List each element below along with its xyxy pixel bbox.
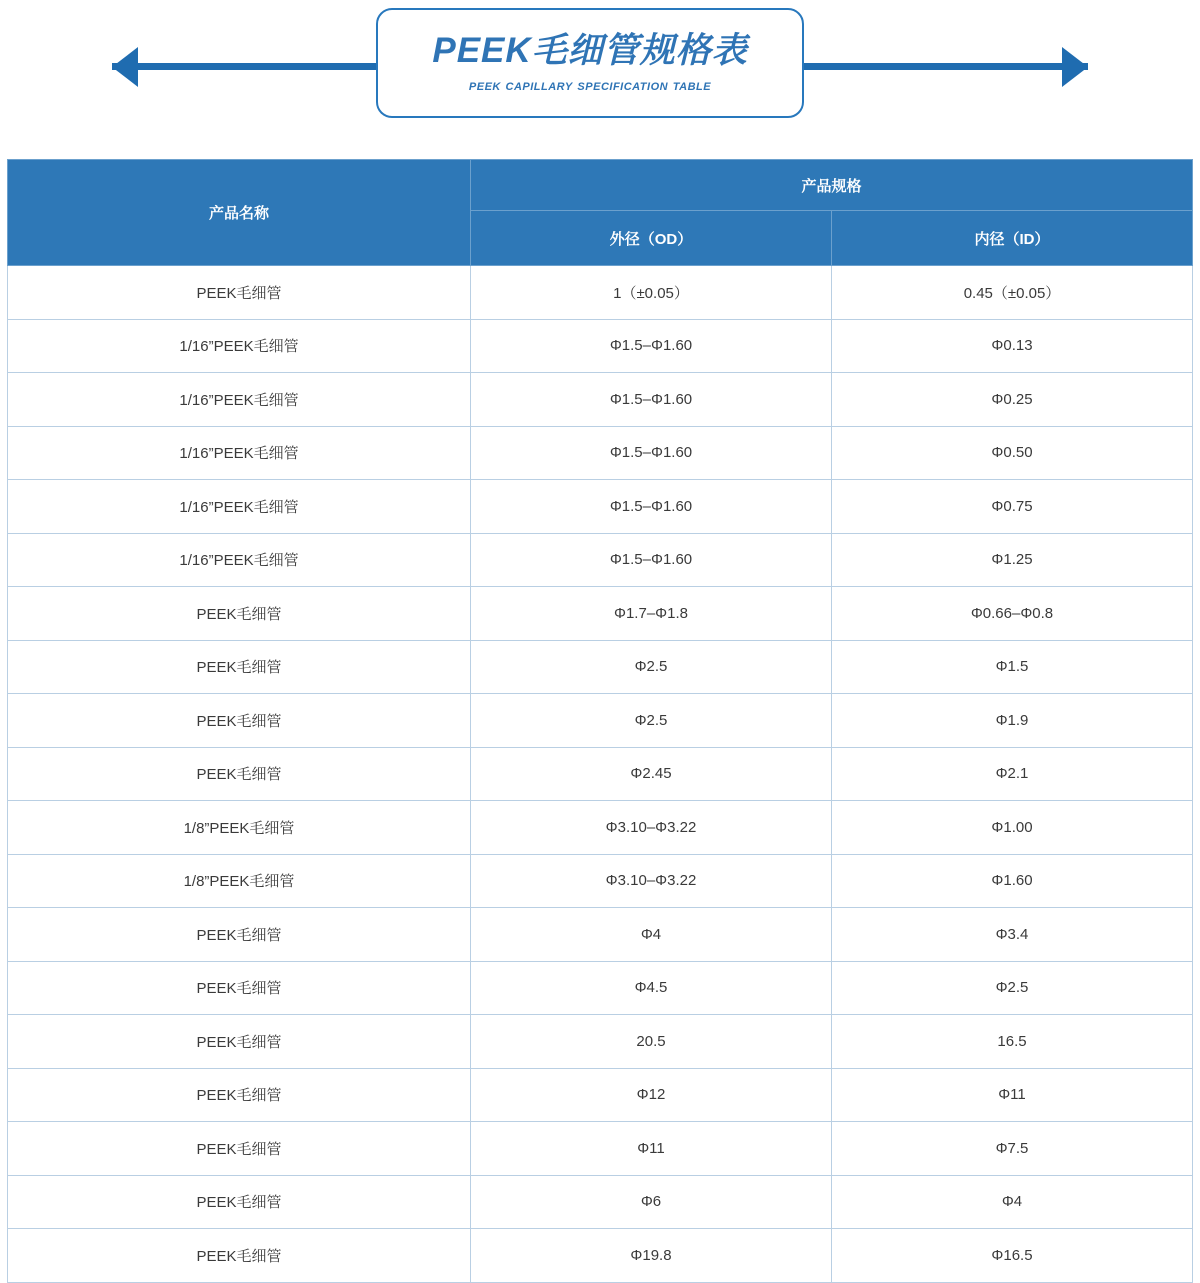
cell-outer-diameter: Φ1.5–Φ1.60 [471,480,832,534]
table-body [8,266,1193,1283]
table-row [8,1015,1193,1069]
cell-inner-diameter: Φ4 [832,1175,1193,1229]
cell-outer-diameter: Φ4 [471,908,832,962]
cell-outer-diameter: Φ1.5–Φ1.60 [471,373,832,427]
cell-inner-diameter: Φ7.5 [832,1122,1193,1176]
arrow-right-icon [1062,47,1088,87]
cell-outer-diameter: Φ1.5–Φ1.60 [471,533,832,587]
cell-outer-diameter: Φ2.5 [471,694,832,748]
cell-product-name: 1/16”PEEK毛细管 [8,319,471,373]
spec-table-container [0,159,1200,1283]
table-head [8,160,1193,266]
table-row [8,266,1193,320]
cell-product-name: PEEK毛细管 [8,1015,471,1069]
table-row [8,801,1193,855]
arrow-left-icon [112,47,138,87]
cell-outer-diameter: Φ1.5–Φ1.60 [471,319,832,373]
cell-product-name: PEEK毛细管 [8,266,471,320]
cell-product-name: PEEK毛细管 [8,1122,471,1176]
table-row [8,426,1193,480]
cell-outer-diameter: Φ12 [471,1068,832,1122]
cell-product-name: PEEK毛细管 [8,961,471,1015]
cell-product-name: PEEK毛细管 [8,640,471,694]
table-row [8,908,1193,962]
cell-inner-diameter: Φ0.25 [832,373,1193,427]
cell-outer-diameter: Φ3.10–Φ3.22 [471,801,832,855]
cell-product-name: PEEK毛细管 [8,1175,471,1229]
table-row [8,1068,1193,1122]
cell-product-name: PEEK毛细管 [8,1068,471,1122]
table-row [8,640,1193,694]
title-box [376,8,804,118]
cell-inner-diameter: 16.5 [832,1015,1193,1069]
table-row [8,747,1193,801]
cell-inner-diameter: Φ0.66–Φ0.8 [832,587,1193,641]
cell-outer-diameter: Φ2.45 [471,747,832,801]
cell-inner-diameter: Φ0.75 [832,480,1193,534]
cell-product-name: PEEK毛细管 [8,908,471,962]
cell-product-name: PEEK毛细管 [8,694,471,748]
cell-product-name: 1/16”PEEK毛细管 [8,373,471,427]
cell-outer-diameter: 20.5 [471,1015,832,1069]
cell-outer-diameter: Φ1.7–Φ1.8 [471,587,832,641]
cell-product-name: 1/16”PEEK毛细管 [8,533,471,587]
table-row [8,694,1193,748]
table-row [8,373,1193,427]
cell-inner-diameter: Φ16.5 [832,1229,1193,1283]
cell-outer-diameter: Φ4.5 [471,961,832,1015]
page-subtitle: peek capillary specification table [468,76,712,94]
cell-product-name: PEEK毛细管 [8,747,471,801]
cell-product-name: PEEK毛细管 [8,587,471,641]
cell-outer-diameter: Φ19.8 [471,1229,832,1283]
header-banner [0,0,1200,130]
cell-inner-diameter: Φ0.13 [832,319,1193,373]
column-header-inner-diameter: 内径（ID） [832,211,1193,266]
cell-product-name: 1/8”PEEK毛细管 [8,801,471,855]
table-row [8,1122,1193,1176]
cell-inner-diameter: Φ2.1 [832,747,1193,801]
cell-inner-diameter: 0.45（±0.05） [832,266,1193,320]
cell-product-name: 1/8”PEEK毛细管 [8,854,471,908]
table-row [8,961,1193,1015]
cell-outer-diameter: Φ1.5–Φ1.60 [471,426,832,480]
cell-outer-diameter: 1（±0.05） [471,266,832,320]
column-header-product-name: 产品名称 [8,160,471,266]
cell-outer-diameter: Φ6 [471,1175,832,1229]
column-header-outer-diameter: 外径（OD） [471,211,832,266]
cell-inner-diameter: Φ0.50 [832,426,1193,480]
cell-product-name: PEEK毛细管 [8,1229,471,1283]
cell-inner-diameter: Φ1.25 [832,533,1193,587]
table-row [8,587,1193,641]
table-row [8,1175,1193,1229]
cell-inner-diameter: Φ1.00 [832,801,1193,855]
cell-product-name: 1/16”PEEK毛细管 [8,426,471,480]
table-row [8,480,1193,534]
cell-inner-diameter: Φ1.5 [832,640,1193,694]
table-row [8,1229,1193,1283]
cell-inner-diameter: Φ1.9 [832,694,1193,748]
cell-outer-diameter: Φ2.5 [471,640,832,694]
spec-table [7,159,1193,1283]
cell-inner-diameter: Φ1.60 [832,854,1193,908]
cell-product-name: 1/16”PEEK毛细管 [8,480,471,534]
cell-outer-diameter: Φ3.10–Φ3.22 [471,854,832,908]
cell-inner-diameter: Φ2.5 [832,961,1193,1015]
table-row [8,533,1193,587]
cell-inner-diameter: Φ3.4 [832,908,1193,962]
table-row [8,854,1193,908]
table-row [8,319,1193,373]
table-header-row-1 [8,160,1193,211]
cell-outer-diameter: Φ11 [471,1122,832,1176]
page-title: PEEK毛细管规格表 [432,31,748,71]
column-header-product-spec: 产品规格 [471,160,1193,211]
cell-inner-diameter: Φ11 [832,1068,1193,1122]
